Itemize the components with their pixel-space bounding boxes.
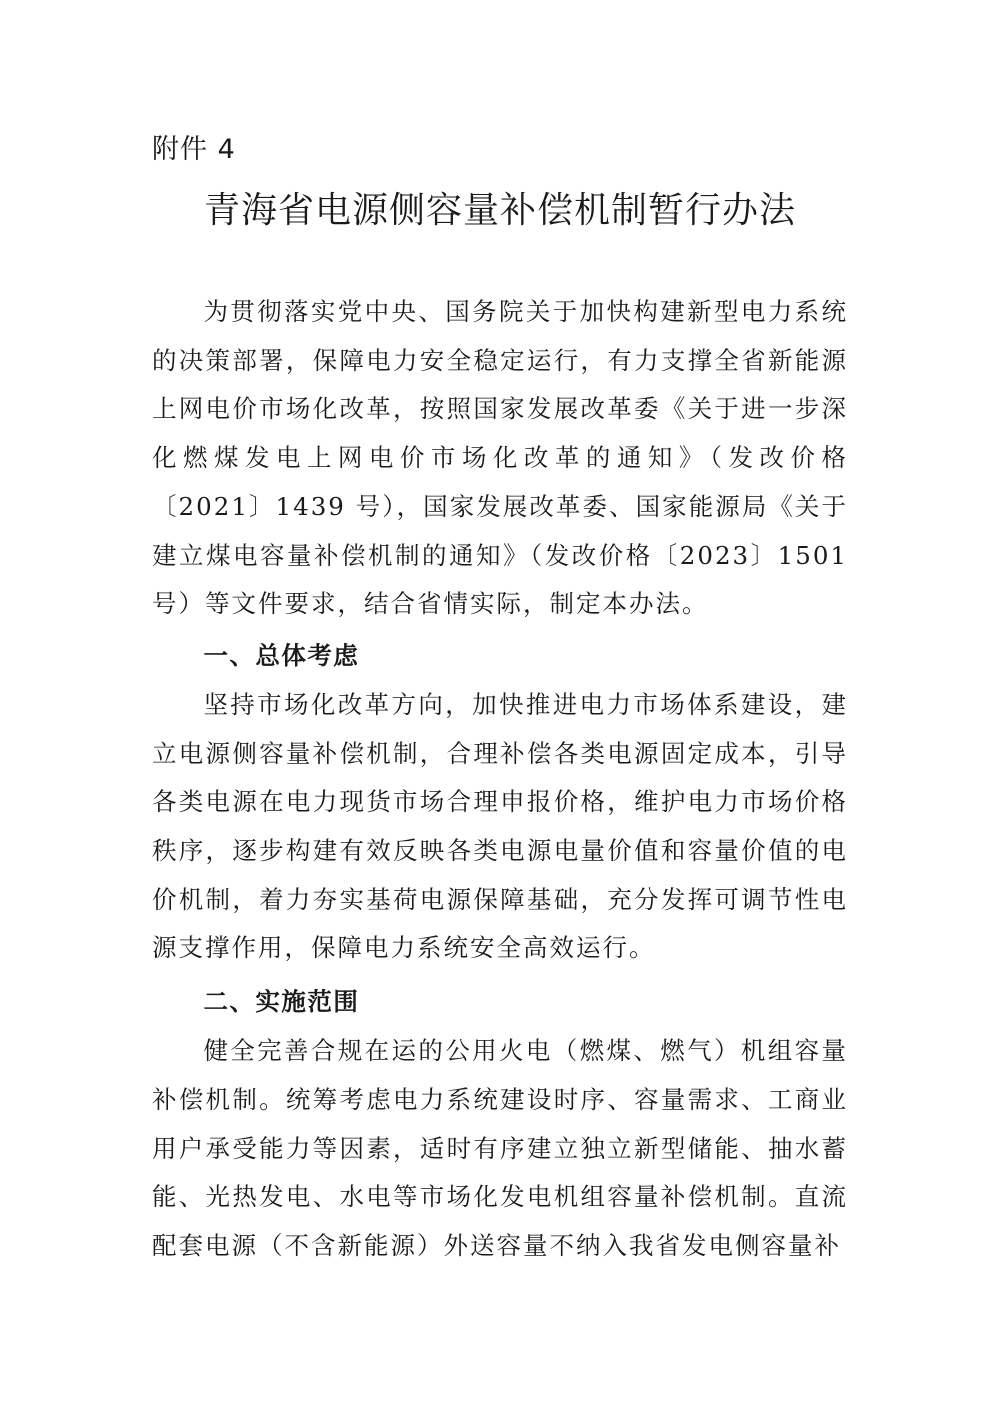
section-paragraph-overall: 坚持市场化改革方向，加快推进电力市场体系建设，建立电源侧容量补偿机制，合理补偿各类电源固定成本，引导各类电源在电力现货市场合理申报价格，维护电力市场价格秩序，逐步构建有效反映各类电源电量价值和容量价值的电价机制，着力夯实基荷电源保障基础，充分发挥可调节性电源支撑作用，保障电力系统安全高效运行。 [152, 689, 848, 963]
document-title: 青海省电源侧容量补偿机制暂行办法 [203, 190, 796, 231]
section-paragraph-scope: 健全完善合规在运的公用火电（燃煤、燃气）机组容量补偿机制。统筹考虑电力系统建设时序、容量需求、工商业用户承受能力等因素，适时有序建立独立新型储能、抽水蓄能、光热发电、水电等市场化发电机组容量补偿机制。直流配套电源（不含新能源）外送容量不纳入我省发电侧容量补 [152, 1036, 848, 1260]
attachment-label: 附件 4 [152, 134, 236, 165]
section-heading-scope: 二、实施范围 [203, 987, 360, 1017]
section-heading-overall: 一、总体考虑 [203, 640, 360, 670]
document-body [152, 288, 848, 1271]
intro-paragraph: 为贯彻落实党中央、国务院关于加快构建新型电力系统的决策部署，保障电力安全稳定运行，有力支撑全省新能源上网电价市场化改革，按照国家发展改革委《关于进一步深化燃煤发电上网电价市场化改革的通知》（发改价格〔2021〕1439 号），国家发展改革委、国家能源局《关于建立煤电容量补偿机制的通知》（发改价格〔2023〕1501 号）等文件要求，结合省情实际，制定本办法。 [152, 297, 848, 619]
